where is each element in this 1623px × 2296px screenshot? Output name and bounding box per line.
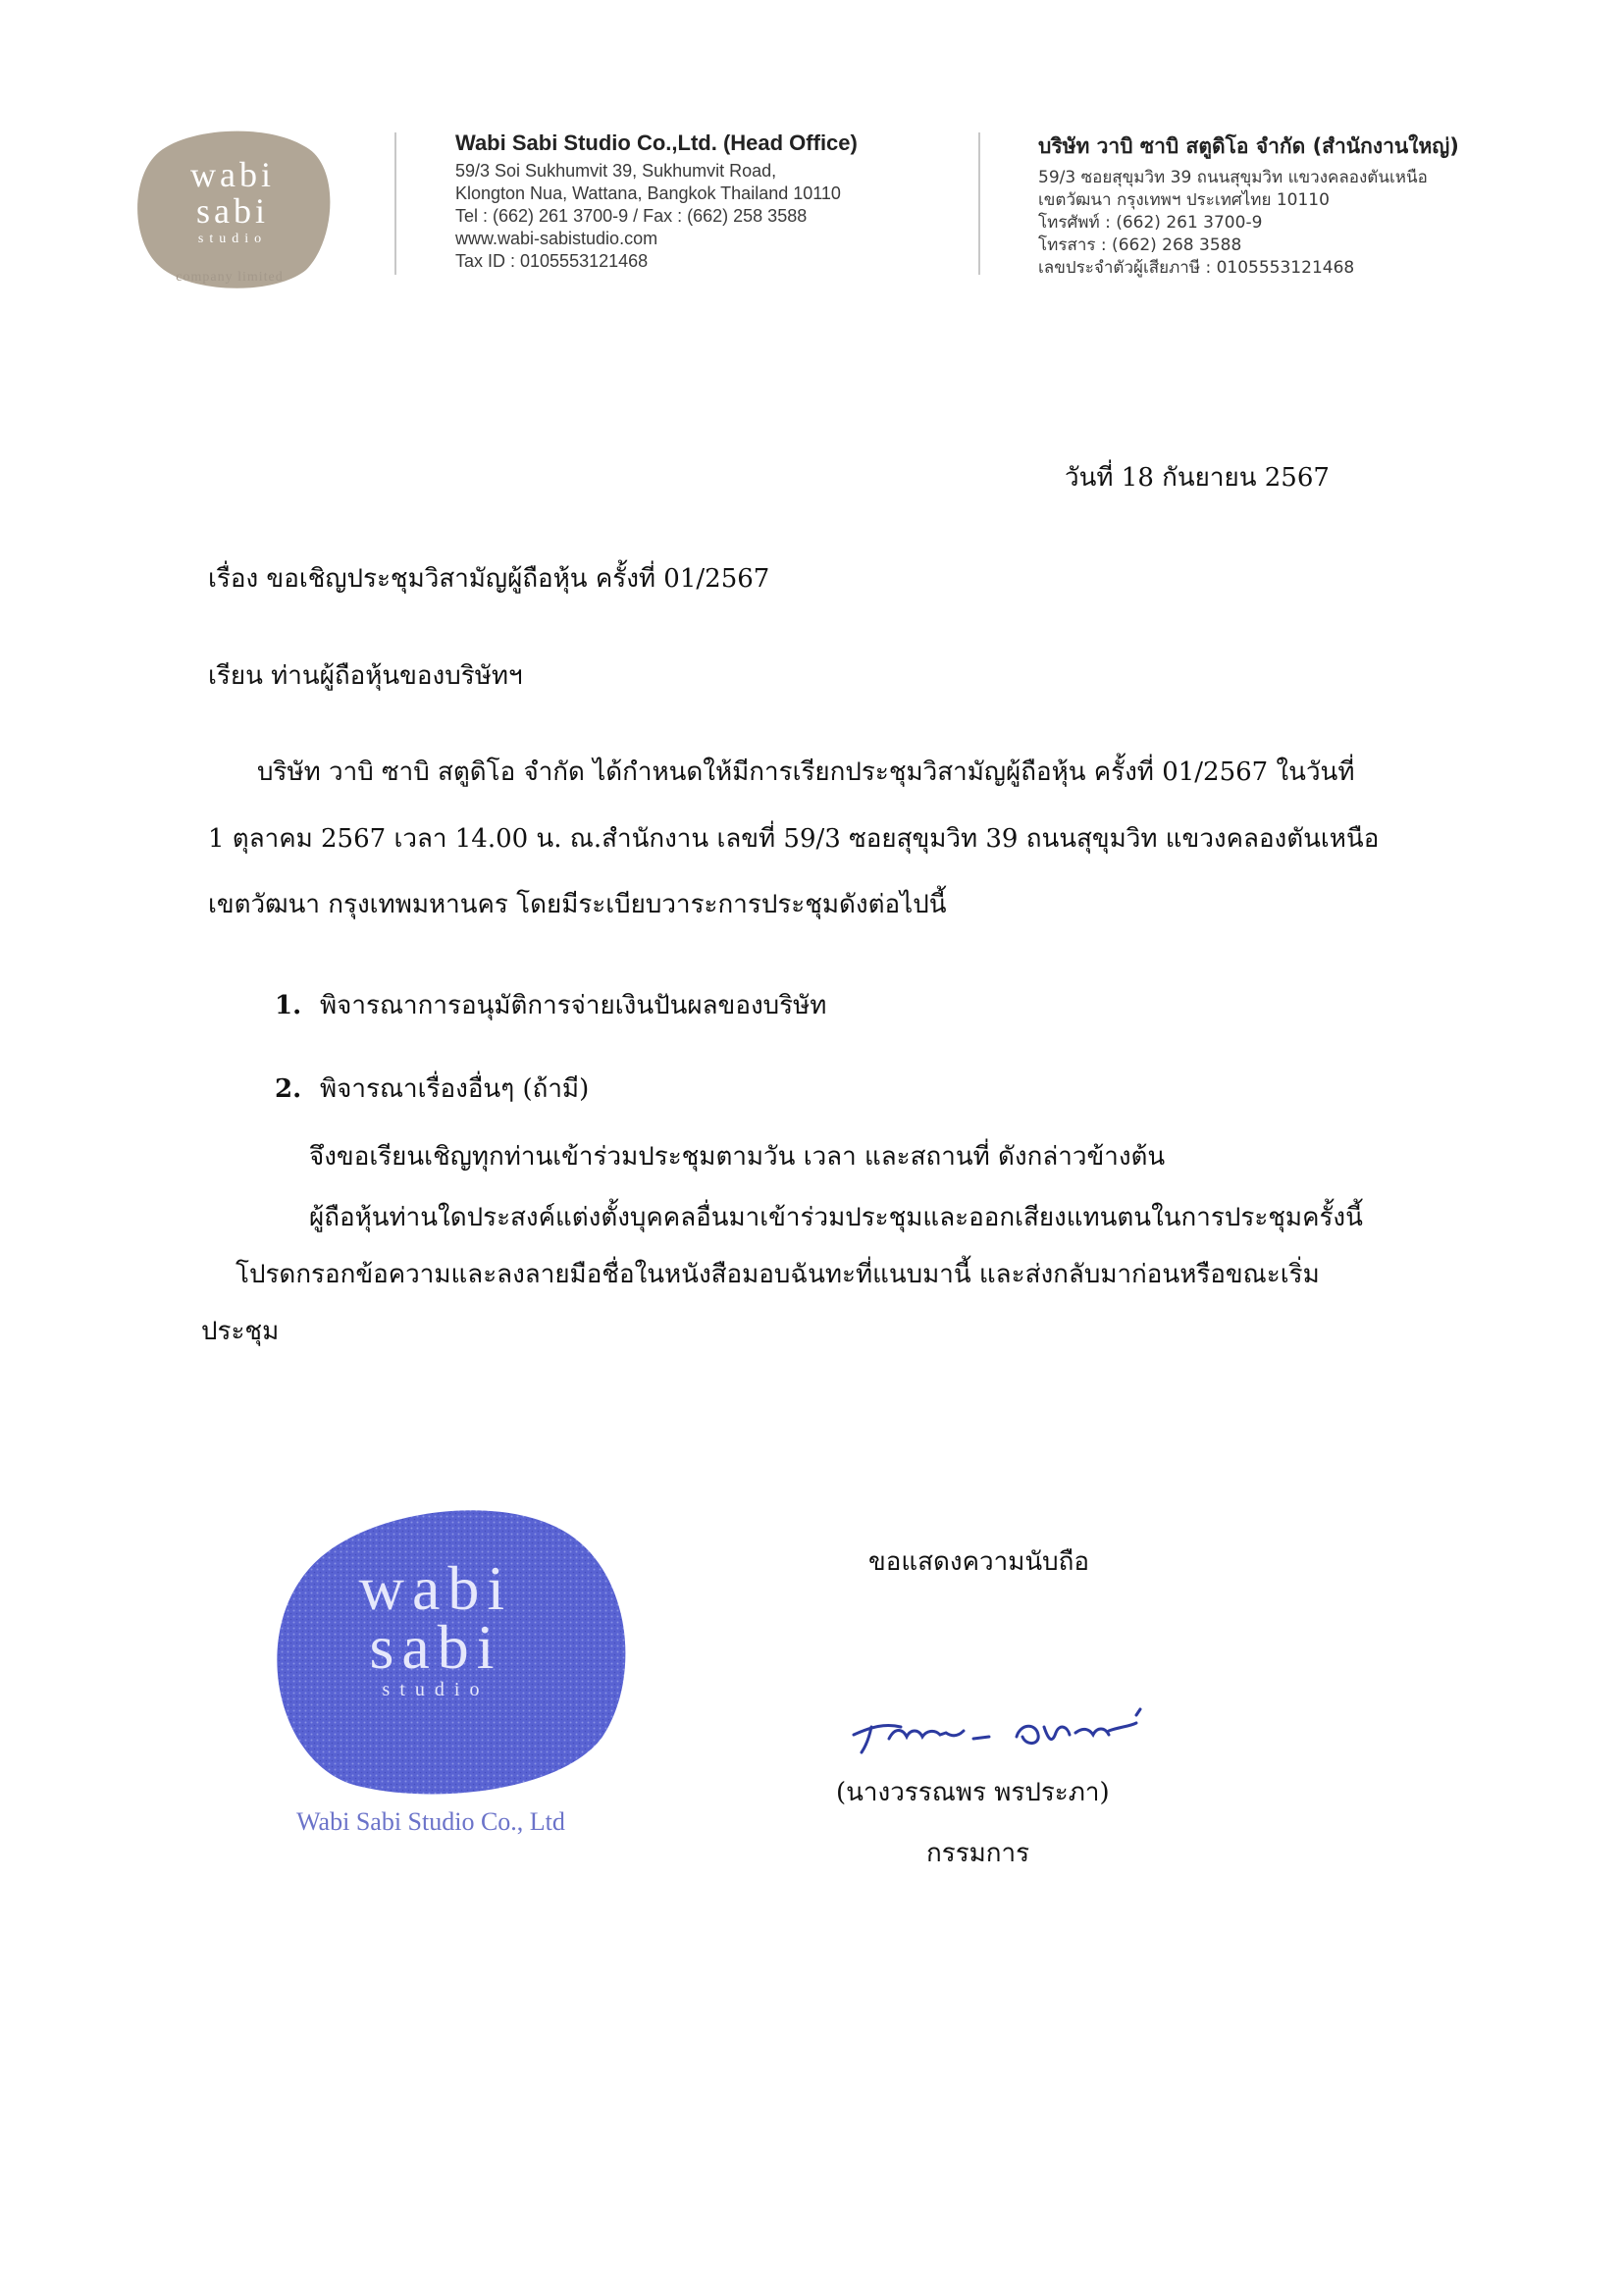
signer-name: (นางวรรณพร พรประภา) [836, 1778, 1110, 1807]
paragraph-line: เขตวัฒนา กรุงเทพมหานคร โดยมีระเบียบวาระการประชุมดังต่อไปนี้ [208, 890, 947, 919]
paragraph-line: โปรดกรอกข้อความและลงลายมือชื่อในหนังสือมอบฉันทะที่แนบมานี้ และส่งกลับมาก่อนหรือขณะเริ่ม [236, 1260, 1320, 1289]
agenda-number: 2. [275, 1074, 302, 1104]
signer-title: กรรมการ [926, 1839, 1030, 1868]
company-name-th: บริษัท วาบิ ซาบิ สตูดิโอ จำกัด (สำนักงานใหญ่) [1038, 134, 1459, 158]
agenda-number: 1. [275, 991, 302, 1020]
company-name-en: Wabi Sabi Studio Co.,Ltd. (Head Office) [455, 130, 858, 155]
logo-word-2: sabi [196, 191, 269, 231]
stamp-word-3: studio [382, 1679, 490, 1700]
header-divider-right [978, 132, 980, 275]
tax-id-en: Tax ID : 0105553121468 [455, 251, 649, 271]
phone-th: โทรศัพท์ : (662) 261 3700-9 [1038, 213, 1263, 233]
agenda-item: พิจารณาการอนุมัติการจ่ายเงินปันผลของบริษัท [320, 991, 827, 1020]
letterhead-english [455, 130, 966, 273]
letter-subject: เรื่อง ขอเชิญประชุมวิสามัญผู้ถือหุ้น ครั้งที่ 01/2567 [208, 564, 770, 594]
letter-date: วันที่ 18 กันยายน 2567 [1065, 463, 1330, 493]
stamp-caption: Wabi Sabi Studio Co., Ltd [296, 1807, 565, 1836]
address-th-line: เขตวัฒนา กรุงเทพฯ ประเทศไทย 10110 [1038, 190, 1330, 210]
stamp-word-2: sabi [369, 1612, 502, 1682]
address-en-line: Klongton Nua, Wattana, Bangkok Thailand 10110 [455, 183, 841, 203]
closing: ขอแสดงความนับถือ [868, 1547, 1089, 1577]
company-logo [120, 123, 340, 294]
phone-en: Tel : (662) 261 3700-9 / Fax : (662) 258 3588 [455, 206, 808, 226]
agenda-item: พิจารณาเรื่องอื่นๆ (ถ้ามี) [320, 1074, 590, 1104]
website: www.wabi-sabistudio.com [455, 229, 658, 248]
address-th-line: 59/3 ซอยสุขุมวิท 39 ถนนสุขุมวิท แขวงคลองตันเหนือ [1038, 168, 1428, 187]
stamp-word-1: wabi [358, 1553, 513, 1623]
paragraph-invitation: จึงขอเรียนเชิญทุกท่านเข้าร่วมประชุมตามวัน เวลา และสถานที่ ดังกล่าวข้างต้น [309, 1142, 1166, 1172]
paragraph-line: ผู้ถือหุ้นท่านใดประสงค์แต่งตั้งบุคคลอื่นมาเข้าร่วมประชุมและออกเสียงแทนตนในการประชุมครั้งนี้ [309, 1203, 1363, 1232]
address-en-line: 59/3 Soi Sukhumvit 39, Sukhumvit Road, [455, 161, 777, 181]
signature [842, 1688, 1195, 1766]
logo-word-1: wabi [190, 155, 275, 194]
tax-id-th: เลขประจำตัวผู้เสียภาษี : 0105553121468 [1038, 258, 1355, 278]
paragraph-line: 1 ตุลาคม 2567 เวลา 14.00 น. ณ.สำนักงาน เลขที่ 59/3 ซอยสุขุมวิท 39 ถนนสุขุมวิท แขวงคลองตันเหนือ [208, 824, 1380, 854]
company-stamp [239, 1491, 652, 1864]
paragraph-line: บริษัท วาบิ ซาบิ สตูดิโอ จำกัด ได้กำหนดให้มีการเรียกประชุมวิสามัญผู้ถือหุ้น ครั้งที่ 01/2567 ในวันที่ [257, 757, 1355, 787]
logo-word-3: studio [197, 232, 268, 246]
paragraph-line: ประชุม [201, 1317, 280, 1346]
fax-th: โทรสาร : (662) 268 3588 [1038, 235, 1242, 255]
letterhead-thai [1038, 130, 1568, 280]
header-divider-left [394, 132, 396, 275]
logo-caption: company limited [176, 270, 284, 285]
letter-salutation: เรียน ท่านผู้ถือหุ้นของบริษัทฯ [208, 661, 523, 691]
